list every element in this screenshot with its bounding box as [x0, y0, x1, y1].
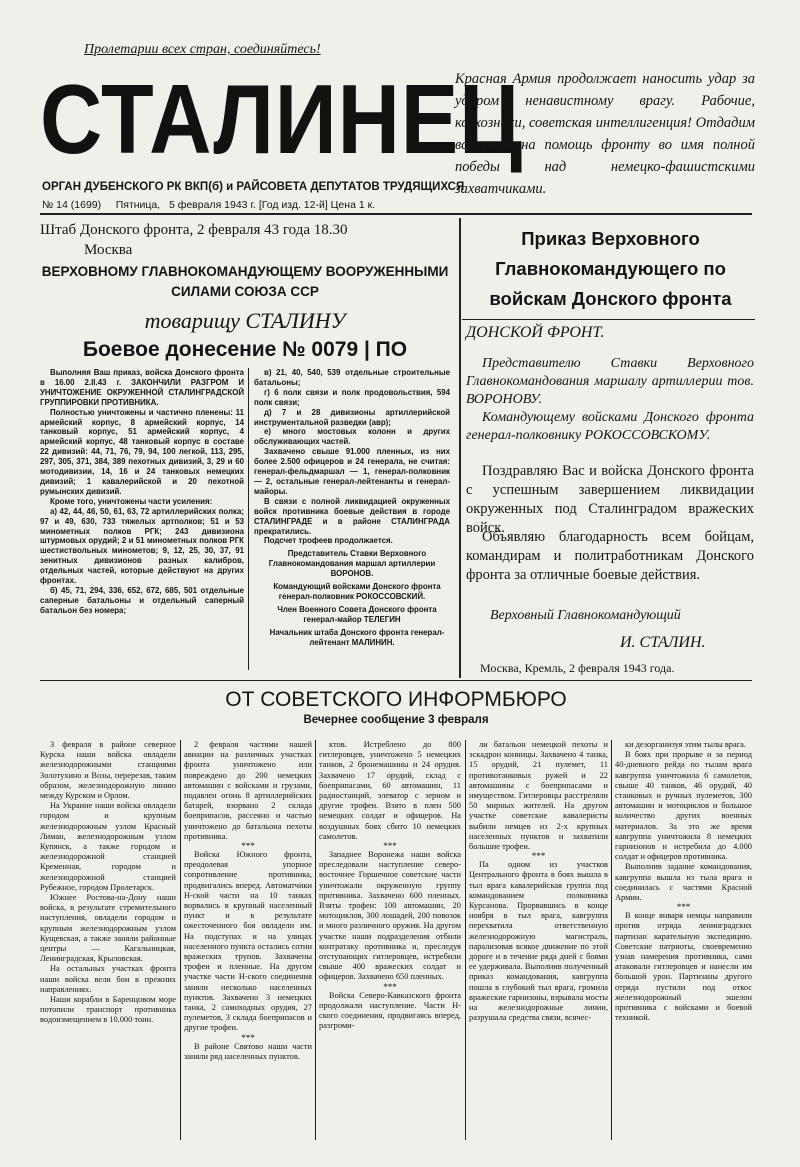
report-paragraph: е) много мостовых колонн и других обслуживающих частей. — [254, 427, 450, 447]
order-addressee-1: Представителю Ставки Верховного Главнокомандования маршалу артиллерии тов. ВОРОНОВУ. — [466, 356, 754, 407]
news-paragraph: В боях при прорыве и за период 40-дневного рейда по тылам врага кавгруппа уничтожила 6 самолетов, свыше 40 танков, 46 орудий, 40 станковых и ручных пулеметов, 300 автомашин и мотоциклов и большое количество других военных материалов. За это же время кавгруппа уничтожила 8 немецких гарнизонов и истребила до 4.000 солдат и офицеров противника. — [615, 750, 752, 862]
news-paragraph: На остальных участках фронта наши войска вели бои в прежних направлениях. — [40, 964, 176, 994]
report-title: Боевое донесение № 0079 | ПО — [82, 338, 408, 361]
report-paragraph: В связи с полной ликвидацией окруженных войск противника боевые действия в городе СТАЛИНГРАДЕ и в районе СТАЛИНГРАДА прекратились. — [254, 496, 450, 536]
news-paragraph: 3 февраля в районе северное Курска наши войска овладели железнодорожными станциями Золотухино и Возы, перерезав, таким образом, железнодорожную линию между Курском и Орлом. — [40, 740, 176, 801]
sovinform-subtitle: Вечернее сообщение 3 февраля — [303, 714, 489, 726]
column-divider — [315, 740, 316, 1140]
news-separator: *** — [241, 841, 255, 852]
order-signature-role: Верховный Главнокомандующий — [490, 608, 681, 623]
column-divider — [180, 740, 181, 1140]
news-paragraph: В конце января немцы направили против отряда ленинградских партизан карательную экспедицию. Советские патриоты, своевременно узнав намерения противника, сами атаковали гитлеровцев и нанесли им большой урон. Партизаны другого отряда пустили под откос железнодорожный эшелон противника с войсками и боевой техникой. — [615, 911, 752, 1023]
order-paragraph-2: Объявляю благодарность всем бойцам, командирам и политработникам Донского фронта за отличные боевые действия. — [466, 529, 754, 583]
newspaper-organ: ОРГАН ДУБЕНСКОГО РК ВКП(б) и РАЙСОВЕТА ДЕПУТАТОВ ТРУДЯЩИХСЯ — [42, 181, 465, 193]
news-paragraph: Войска Северо-Кавказского фронта продолжали наступление. Части Н-ского соединения, продвигаясь вперед, разгроми- — [319, 990, 461, 1031]
column-divider — [611, 740, 612, 1140]
news-paragraph: ктов. Истреблено до 800 гитлеровцев, уничтожено 5 немецких танков, 2 бронемашины и 24 орудия. Захвачено 17 орудий, склад с боеприпасами, 60 автомашин, 11 радиостанций, элеватор с зерном и другие трофеи. Взято в плен 500 немецких солдат и офицеров. На воздушных боях сбито 10 немецких самолетов. — [319, 740, 461, 841]
sovinform-column-1 — [40, 740, 176, 1026]
order-paragraph-1: Поздравляю Вас и войска Донского фронта с успешным завершением ликвидации окруженных под Сталинградом вражеских войск. — [466, 463, 754, 536]
news-separator: *** — [383, 981, 397, 992]
sovinform-column-5 — [615, 740, 752, 1023]
report-paragraph: Захвачено свыше 91.000 пленных, из них более 2.500 офицеров и 24 генерала, не считая: генерал-фельдмаршал — 1, генерал-полковник — 2, остальные генерал-лейтенанты и генерал-майоры. — [254, 447, 450, 496]
news-paragraph: 2 февраля частями нашей авиации на различных участках фронта уничтожено или повреждено до 200 немецких автомашин с войсками и грузами, подавлен огонь 8 артиллерийских батарей, взорвано 2 склада боеприпасов, рассеяно и частью уничтожено до батальона пехоты противника. — [184, 740, 312, 841]
news-paragraph: Южнее Ростова-на-Дону наши войска, в результате стремительного наступления, овладели городом и крупным железнодорожным узлом Кущевская, а также заняли районные центры — Кагальницкая, Ленинградская, Крыловская. — [40, 893, 176, 964]
news-paragraph: Па одном из участков Центрального фронта в боях вышла в тыл врага кавалерийская группа под командованием полковника Курсанова. Прорвавшись в конце ноября в тыл врага, кавгруппа перехватила ответственную железнодорожную магистраль, парализовав всякое движение по этой дороге и в течение ряда дней с боями ее удерживала. Выполнив полученный приказ командования, кавгруппа пошла в глубокий тыл врага, громила вражеские гарнизоны, взрывала мосты на железнодорожные линии, разрушала средства связи, всячес- — [469, 860, 608, 1023]
order-dateline: Москва, Кремль, 2 февраля 1943 года. — [480, 661, 675, 675]
news-separator: *** — [676, 902, 691, 913]
report-addressee-1: ВЕРХОВНОМУ ГЛАВНОКОМАНДУЮЩЕМУ ВООРУЖЕННЫМИ — [41, 264, 449, 279]
report-addressee-3: товарищу СТАЛИНУ — [144, 308, 346, 333]
report-signature: Член Военного Совета Донского фронта генерал-майор ТЕЛЕГИН — [277, 604, 437, 624]
report-paragraph: Кроме того, уничтожены части усиления: — [50, 496, 213, 506]
report-addressee-2: СИЛАМИ СОЮЗА ССР — [171, 284, 319, 299]
order-addressee-2: Командующему войсками Донского фронта генерал-полковнику РОКОССОВСКОМУ. — [466, 410, 754, 443]
news-paragraph: Наши корабли в Баренцовом море потопили транспорт противника водоизмещением в 10.000 тонн. — [40, 995, 176, 1025]
report-dateline: Штаб Донского фронта, 2 февраля 43 года 18.30 — [40, 222, 348, 238]
news-paragraph: Выполнив задание командования, кавгруппа вышла из тыла врага и соединилась с частями Красной Армии. — [615, 862, 752, 903]
sovinform-column-4 — [469, 740, 608, 1023]
news-paragraph: ки дезорганизуя этим тылы врага. — [625, 740, 746, 749]
newspaper-title: СТАЛИНЕЦ — [40, 64, 524, 174]
report-paragraph: а) 42, 44, 46, 50, 61, 63, 72 артиллерийских полка; 97 и 49, 630, 733 тяжелых артполков; 51 и 53 минометных полков РГК; 243 дивизиона штурмовых орудий; 2 и 51 минометных полков РГК шестиствольных минометов; 9, 12, 25, 30, 37, 91 зенитных дивизионов разных калибров, отдельных частей, которые действуют на других фронтах. — [40, 506, 244, 586]
report-paragraph: д) 7 и 28 дивизионы артиллерийской инструментальной разведки (авр); — [254, 407, 450, 427]
report-column-left — [40, 368, 244, 616]
news-paragraph: На Украине наши войска овладели городом и крупным железнодорожным узлом Красный Лиман, железнодорожным узлом Купянск, а также городом и железнодорожной станцией Кременная, городом и железнодорожной станцией Рубежное, городом Пролетарск. — [40, 801, 176, 892]
masthead-appeal: Красная Армия продолжает наносить удар за ударом ненавистному врагу. Рабочие, колхозники, советская интеллигенция! Отдадим все силы на помощь фронту во имя полной победы над немецко-фашистскими захватчиками. — [455, 71, 755, 197]
news-separator: *** — [241, 1032, 255, 1043]
news-paragraph: В районе Святово наши части заняли ряд населенных пунктов. — [184, 1041, 312, 1061]
news-paragraph: ли батальон немецкой пехоты и эскадрон конницы. Захвачено 4 танка, 15 орудий, 21 пулемет, 11 противотанковых ружей и 22 автомашины с боеприпасами и имуществом. Гитлеровцы расстреляли 50 мирных жителей. На другом участке советские кавалеристы выбили немцев из 2-х крупных населенных пунктов и захватили большие трофеи. — [469, 740, 608, 852]
report-place: Москва — [84, 242, 133, 258]
order-divider — [459, 218, 461, 678]
issue-line: № 14 (1699) Пятница, 5 февраля 1943 г. [Год изд. 12-й] Цена 1 к. — [42, 199, 376, 211]
report-signature: Командующий войсками Донского фронта генерал-полковник РОКОССОВСКИЙ. — [273, 582, 441, 601]
report-paragraph: б) 45, 71, 294, 336, 652, 672, 685, 501 отдельные саперные батальоны и отдельный саперный батальон без номера; — [40, 585, 244, 615]
report-paragraph: в) 21, 40, 540, 539 отдельные строительные батальоны; — [254, 368, 450, 387]
report-signature: Начальник штаба Донского фронта генерал-лейтенант МАЛИНИН. — [269, 627, 445, 647]
order-front: ДОНСКОЙ ФРОНТ. — [466, 324, 605, 341]
news-paragraph: Войска Южного фронта, преодолевая упорное сопротивление противника, продвигались вперед. Автоматчики Н-ской части на 10 танках ворвались в крупный населенный пункт и в результате ожесточенного боя овладели им. На подступах и на улицах населенного пункта остались сотни вражеских трупов. Захвачены трофеи и пленные. На другом участке части Н-ского соединения заняли несколько населенных пунктов. Захвачено 3 немецких танка, 2 самоходных орудия, 27 пулеметов, 3 склада боеприпасов и другие трофеи. — [184, 850, 312, 1033]
sovinform-column-3 — [319, 740, 461, 1031]
sovinform-column-2 — [184, 740, 312, 1062]
masthead-rule — [40, 213, 752, 215]
masthead-slogan: Пролетарии всех стран, соединяйтесь! — [84, 42, 321, 57]
report-column-right — [254, 368, 450, 647]
order-signature-name: И. СТАЛИН. — [620, 634, 706, 651]
report-paragraph: Подсчет трофеев продолжается. — [264, 536, 393, 546]
report-paragraph: Полностью уничтожены и частично пленены: 11 армейский корпус, 8 армейский корпус, 14 танковый корпус, 51 армейский корпус, 4 армейский корпус, 48 танковый корпус в составе 22 дивизий: 44, 71, 76, 79, 94, 100 легкой, 113, 295, 297, 305, 371, 384, 389 пехотных дивизий, 3, 29 и 60 мотодивизии, 14, 16 и 24 танковых немецких дивизий; 1 кавалерийской и 20 пехотной румынских дивизий. — [40, 407, 244, 496]
news-separator: *** — [531, 851, 546, 862]
report-paragraph: Выполняя Ваш приказ, войска Донского фронта в 16.00 2.II.43 г. ЗАКОНЧИЛИ РАЗГРОМ И УНИЧТОЖЕНИЕ ОКРУЖЕННОЙ СТАЛИНГРАДСКОЙ ГРУППИРОВКИ ПРОТИВНИКА. — [40, 368, 244, 407]
sovinform-top-rule — [40, 680, 752, 681]
report-signature: Представитель Ставки Верховного Главнокомандования маршал артиллерии ВОРОНОВ. — [268, 549, 436, 579]
sovinform-title: ОТ СОВЕТСКОГО ИНФОРМБЮРО — [225, 688, 567, 711]
column-divider — [465, 740, 466, 1140]
report-paragraph: г) 6 полк связи и полк продовольствия, 594 полк связи; — [254, 387, 450, 407]
order-title-rule — [462, 319, 755, 320]
order-title: Приказ Верховного Главнокомандующего по войскам Донского фронта — [489, 228, 732, 309]
report-column-divider — [248, 368, 249, 670]
news-paragraph: Западнее Воронежа наши войска преследовали наступление северо-восточнее Горшечное советские части уничтожали окруженную группу противника. Захвачено 600 пленных. Взяты трофеи: 100 автомашин, 20 мотоциклов, 300 лошадей, 200 повозок и много различного оружия. На другом участке наши подразделения отбили контратаку противника и, преследуя отступающих гитлеровцев, истребили свыше 400 вражеских солдат и офицеров. Захвачено 650 пленных. — [319, 850, 461, 982]
news-separator: *** — [383, 841, 397, 852]
